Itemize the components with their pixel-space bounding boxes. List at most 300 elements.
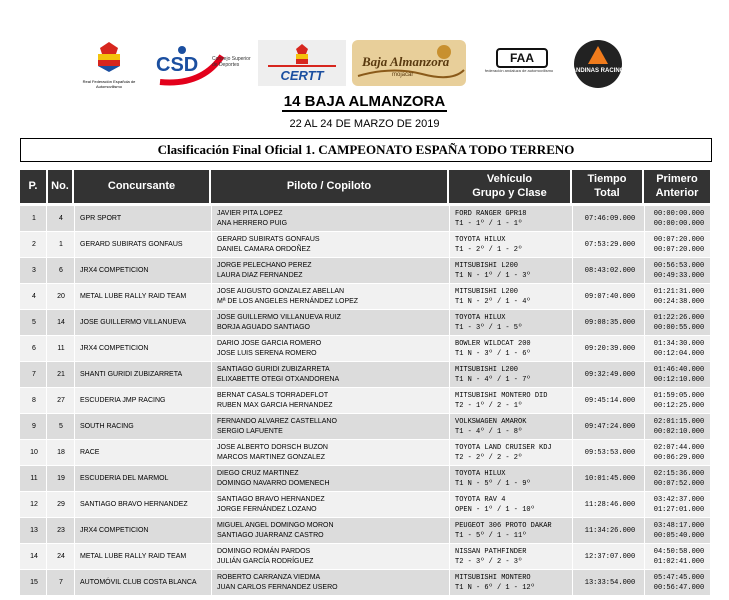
column-divider <box>449 284 450 309</box>
column-divider <box>46 570 47 595</box>
event-title: 14 BAJA ALMANZORA <box>283 93 446 110</box>
table-row <box>20 414 710 440</box>
column-divider <box>211 362 212 387</box>
table-row <box>20 284 710 310</box>
cell-first: 03:48:17.000 <box>653 521 705 530</box>
cell-entrant: JRX4 COMPETICION <box>80 345 149 352</box>
column-divider <box>46 336 47 361</box>
col-header-driver: Piloto / Copiloto <box>211 170 447 203</box>
cell-gap-first-prev <box>650 284 708 309</box>
cell-entrant: ESCUDERIA JMP RACING <box>80 397 166 404</box>
column-divider <box>74 258 75 283</box>
column-divider <box>46 414 47 439</box>
column-divider <box>46 440 47 465</box>
column-divider <box>46 466 47 491</box>
cell-gap-first-prev <box>650 232 708 257</box>
column-divider <box>572 362 573 387</box>
cell-vehicle-group <box>455 440 570 465</box>
cell-driver-codriver <box>217 492 447 517</box>
cell-vehicle-group <box>455 310 570 335</box>
cell-total-time: 13:33:54.000 <box>584 578 636 587</box>
cell-codriver: SANTIAGO JUARRANZ CASTRO <box>217 531 324 539</box>
cell-no: 1 <box>59 241 63 248</box>
cell-prev: 00:49:33.000 <box>653 271 705 280</box>
column-divider <box>572 466 573 491</box>
cell-driver-codriver <box>217 206 447 231</box>
column-divider <box>572 570 573 595</box>
cell-no: 4 <box>59 215 63 222</box>
column-divider <box>449 336 450 361</box>
cell-first: 02:01:15.000 <box>653 417 705 426</box>
cell-driver: JORGE PELECHANO PEREZ <box>217 261 312 269</box>
column-divider <box>74 440 75 465</box>
cell-vehicle-group <box>455 336 570 361</box>
column-divider <box>74 570 75 595</box>
cell-pos: 3 <box>32 267 36 274</box>
event-dates: 22 AL 24 DE MARZO DE 2019 <box>289 118 440 130</box>
cell-no: 7 <box>59 579 63 586</box>
cell-codriver: JUAN CARLOS FERNANDEZ USERO <box>217 583 338 591</box>
cell-codriver: ANA HERRERO PUIG <box>217 219 288 227</box>
cell-driver-codriver <box>217 310 447 335</box>
column-divider <box>572 388 573 413</box>
col-header-first-prev: Primero Anterior <box>644 170 710 203</box>
cell-group: T1 N - 2º / 1 - 4º <box>455 297 531 306</box>
cell-vehicle: VOLKSWAGEN AMAROK <box>455 417 527 426</box>
cell-gap-first-prev <box>650 570 708 595</box>
cell-vehicle-group <box>455 414 570 439</box>
cell-driver: SANTIAGO BRAVO HERNANDEZ <box>217 495 325 503</box>
cell-codriver: BORJA AGUADO SANTIAGO <box>217 323 310 331</box>
cell-total-time: 08:43:02.000 <box>584 266 636 275</box>
cell-vehicle-group <box>455 388 570 413</box>
column-divider <box>644 544 645 569</box>
cell-total-time: 09:53:53.000 <box>584 448 636 457</box>
cell-driver: MIGUEL ANGEL DOMINGO MORON <box>217 521 334 529</box>
cell-driver-codriver <box>217 544 447 569</box>
cell-total-time: 09:08:35.000 <box>584 318 636 327</box>
cell-prev: 00:06:29.000 <box>653 453 705 462</box>
column-divider <box>211 284 212 309</box>
cell-vehicle: BOWLER WILDCAT 200 <box>455 339 531 348</box>
cell-gap-first-prev <box>650 440 708 465</box>
cell-group: T1 - 3º / 1 - 5º <box>455 323 523 332</box>
cell-group: T1 N - 1º / 1 - 3º <box>455 271 531 280</box>
column-divider <box>644 284 645 309</box>
certt-emblem-icon <box>258 40 346 70</box>
cell-pos: 11 <box>30 475 38 482</box>
cell-total-time: 09:07:40.000 <box>584 292 636 301</box>
baja-almanzora-logo: Baja Almanzora mojacar <box>352 40 466 86</box>
cell-total-time: 11:34:26.000 <box>584 526 636 535</box>
column-divider <box>211 310 212 335</box>
table-row <box>20 440 710 466</box>
column-divider <box>449 388 450 413</box>
column-divider <box>74 492 75 517</box>
column-divider <box>572 492 573 517</box>
column-divider <box>46 492 47 517</box>
column-divider <box>449 310 450 335</box>
table-row <box>20 570 710 596</box>
col-header-entrant: Concursante <box>74 170 209 203</box>
cell-codriver: DOMINGO NAVARRO DOMENECH <box>217 479 330 487</box>
cell-vehicle: MITSUBISHI L200 <box>455 261 519 270</box>
column-divider <box>211 258 212 283</box>
cell-vehicle: TOYOTA HILUX <box>455 235 506 244</box>
column-divider <box>644 232 645 257</box>
cell-first: 00:56:53.000 <box>653 261 705 270</box>
column-divider <box>211 206 212 231</box>
cell-driver: JAVIER PITA LOPEZ <box>217 209 283 217</box>
column-divider <box>572 258 573 283</box>
cell-vehicle: TOYOTA LAND CRUISER KDJ <box>455 443 552 452</box>
cell-prev: 00:05:40.000 <box>653 531 705 540</box>
cell-entrant: GERARD SUBIRATS GONFAUS <box>80 241 183 248</box>
column-divider <box>211 570 212 595</box>
cell-prev: 00:07:20.000 <box>653 245 705 254</box>
cell-pos: 13 <box>30 527 38 534</box>
column-divider <box>211 492 212 517</box>
column-divider <box>644 440 645 465</box>
column-divider <box>74 388 75 413</box>
cell-driver: GERARD SUBIRATS GONFAUS <box>217 235 320 243</box>
cell-driver: BERNAT CASALS TORRADEFLOT <box>217 391 329 399</box>
cell-codriver: SERGIO LAFUENTE <box>217 427 283 435</box>
column-divider <box>449 206 450 231</box>
column-divider <box>449 362 450 387</box>
column-divider <box>211 440 212 465</box>
cell-gap-first-prev <box>650 336 708 361</box>
cell-vehicle: NISSAN PATHFINDER <box>455 547 527 556</box>
cell-gap-first-prev <box>650 310 708 335</box>
cell-first: 01:21:31.000 <box>653 287 705 296</box>
cell-vehicle: TOYOTA HILUX <box>455 313 506 322</box>
cell-driver: FERNANDO ALVAREZ CASTELLANO <box>217 417 337 425</box>
cell-vehicle: MITSUBISHI MONTERO DID <box>455 391 548 400</box>
logo-bar <box>0 38 729 90</box>
column-divider <box>572 544 573 569</box>
column-divider <box>74 414 75 439</box>
cell-driver-codriver <box>217 362 447 387</box>
table-row <box>20 206 710 232</box>
cell-group: T1 - 5º / 1 - 11º <box>455 531 527 540</box>
cell-pos: 8 <box>32 397 36 404</box>
column-divider <box>46 544 47 569</box>
column-divider <box>449 414 450 439</box>
col-header-no: No. <box>48 170 72 203</box>
cell-gap-first-prev <box>650 258 708 283</box>
cell-driver-codriver <box>217 414 447 439</box>
certt-logo: CERTT <box>258 40 346 86</box>
cell-driver-codriver <box>217 570 447 595</box>
cell-total-time: 12:37:07.000 <box>584 552 636 561</box>
column-divider <box>449 492 450 517</box>
column-divider <box>644 258 645 283</box>
cell-no: 29 <box>57 501 65 508</box>
table-row <box>20 388 710 414</box>
cell-no: 11 <box>57 345 65 352</box>
cell-codriver: ELIXABETTE OTEGI OTXANDORENA <box>217 375 340 383</box>
table-row <box>20 310 710 336</box>
cell-driver-codriver <box>217 466 447 491</box>
cell-driver: SANTIAGO GURIDI ZUBIZARRETA <box>217 365 330 373</box>
column-divider <box>644 336 645 361</box>
column-divider <box>644 362 645 387</box>
cell-first: 02:15:36.000 <box>653 469 705 478</box>
cell-entrant: JOSE GUILLERMO VILLANUEVA <box>80 319 187 326</box>
cell-gap-first-prev <box>650 388 708 413</box>
cell-no: 14 <box>57 319 65 326</box>
table-row <box>20 258 710 284</box>
column-divider <box>74 336 75 361</box>
cell-vehicle: MITSUBISHI L200 <box>455 287 519 296</box>
column-divider <box>449 258 450 283</box>
cell-driver: DOMINGO ROMÁN PARDOS <box>217 547 311 555</box>
cell-vehicle: TOYOTA RAV 4 <box>455 495 506 504</box>
column-divider <box>449 466 450 491</box>
table-row <box>20 232 710 258</box>
column-divider <box>46 518 47 543</box>
cell-codriver: DANIEL CAMARA ORDOÑEZ <box>217 245 311 253</box>
column-divider <box>211 466 212 491</box>
cell-prev: 00:00:55.000 <box>653 323 705 332</box>
table-row <box>20 492 710 518</box>
cell-no: 24 <box>57 553 65 560</box>
cell-entrant: METAL LUBE RALLY RAID TEAM <box>80 293 187 300</box>
cell-entrant: ESCUDERIA DEL MARMOL <box>80 475 169 482</box>
cell-entrant: AUTOMÓVIL CLUB COSTA BLANCA <box>80 579 197 586</box>
column-divider <box>449 440 450 465</box>
table-row <box>20 466 710 492</box>
cell-total-time: 09:47:24.000 <box>584 422 636 431</box>
column-divider <box>74 466 75 491</box>
cell-vehicle-group <box>455 258 570 283</box>
cell-prev: 01:02:41.000 <box>653 557 705 566</box>
column-divider <box>449 544 450 569</box>
cell-vehicle-group <box>455 206 570 231</box>
cell-no: 5 <box>59 423 63 430</box>
cell-pos: 1 <box>32 215 36 222</box>
column-divider <box>211 518 212 543</box>
column-divider <box>46 362 47 387</box>
column-divider <box>74 362 75 387</box>
column-divider <box>644 310 645 335</box>
cell-first: 01:34:30.000 <box>653 339 705 348</box>
cell-total-time: 09:32:49.000 <box>584 370 636 379</box>
table-row <box>20 362 710 388</box>
cell-codriver: JULIÁN GARCÍA RODRÍGUEZ <box>217 557 314 565</box>
column-divider <box>644 518 645 543</box>
cell-gap-first-prev <box>650 492 708 517</box>
cell-first: 03:42:37.000 <box>653 495 705 504</box>
cell-total-time: 11:28:46.000 <box>584 500 636 509</box>
cell-first: 05:47:45.000 <box>653 573 705 582</box>
cell-group: T1 - 1º / 1 - 1º <box>455 219 523 228</box>
cell-pos: 15 <box>30 579 38 586</box>
cell-pos: 9 <box>32 423 36 430</box>
column-divider <box>46 284 47 309</box>
column-divider <box>572 440 573 465</box>
cell-vehicle: MITSUBISHI L200 <box>455 365 519 374</box>
cell-group: T2 - 2º / 2 - 2º <box>455 453 523 462</box>
cell-prev: 00:12:25.000 <box>653 401 705 410</box>
cell-gap-first-prev <box>650 466 708 491</box>
cell-vehicle-group <box>455 570 570 595</box>
column-divider <box>211 544 212 569</box>
cell-gap-first-prev <box>650 414 708 439</box>
cell-prev: 00:12:10.000 <box>653 375 705 384</box>
cell-total-time: 07:46:09.000 <box>584 214 636 223</box>
cell-no: 21 <box>57 371 65 378</box>
cell-total-time: 07:53:29.000 <box>584 240 636 249</box>
cell-prev: 00:56:47.000 <box>653 583 705 592</box>
cell-driver-codriver <box>217 258 447 283</box>
column-divider <box>46 232 47 257</box>
cell-codriver: JOSE LUIS SERENA ROMERO <box>217 349 317 357</box>
cell-vehicle-group <box>455 232 570 257</box>
cell-no: 27 <box>57 397 65 404</box>
table-row <box>20 544 710 570</box>
classification-title: Clasificación Final Oficial 1. CAMPEONATO ESPAÑA TODO TERRENO <box>20 138 712 162</box>
column-divider <box>644 206 645 231</box>
cell-group: T1 - 4º / 1 - 8º <box>455 427 523 436</box>
column-divider <box>74 310 75 335</box>
cell-vehicle-group <box>455 518 570 543</box>
column-divider <box>46 258 47 283</box>
cell-entrant: JRX4 COMPETICION <box>80 527 149 534</box>
cell-gap-first-prev <box>650 518 708 543</box>
cell-entrant: SANTIAGO BRAVO HERNANDEZ <box>80 501 188 508</box>
cell-no: 18 <box>57 449 65 456</box>
cell-pos: 10 <box>30 449 38 456</box>
cell-codriver: Mª DE LOS ANGELES HERNÁNDEZ LOPEZ <box>217 297 359 305</box>
cell-driver-codriver <box>217 284 447 309</box>
cell-driver-codriver <box>217 440 447 465</box>
column-divider <box>644 492 645 517</box>
table-row <box>20 336 710 362</box>
column-divider <box>449 232 450 257</box>
column-divider <box>449 518 450 543</box>
cell-gap-first-prev <box>650 362 708 387</box>
cell-group: T2 - 3º / 2 - 3º <box>455 557 523 566</box>
column-divider <box>46 388 47 413</box>
cell-entrant: SOUTH RACING <box>80 423 134 430</box>
column-divider <box>572 414 573 439</box>
andinas-emblem-icon <box>568 38 628 90</box>
cell-driver: JOSE AUGUSTO GONZALEZ ABELLAN <box>217 287 345 295</box>
cell-total-time: 10:01:45.000 <box>584 474 636 483</box>
column-divider <box>644 414 645 439</box>
column-divider <box>211 336 212 361</box>
cell-entrant: RACE <box>80 449 100 456</box>
cell-driver-codriver <box>217 336 447 361</box>
cell-no: 19 <box>57 475 65 482</box>
andinas-racing-logo: ANDINAS RACING <box>568 38 628 90</box>
cell-driver-codriver <box>217 518 447 543</box>
column-divider <box>572 518 573 543</box>
cell-vehicle: MITSUBISHI MONTERO <box>455 573 531 582</box>
faa-logo: FAA federación andaluza de automovilismo <box>478 48 560 78</box>
cell-total-time: 09:45:14.000 <box>584 396 636 405</box>
cell-driver: JOSE ALBERTO DORSCH BUZON <box>217 443 328 451</box>
column-divider <box>74 232 75 257</box>
cell-first: 00:07:20.000 <box>653 235 705 244</box>
cell-vehicle: TOYOTA HILUX <box>455 469 506 478</box>
column-divider <box>644 570 645 595</box>
cell-gap-first-prev <box>650 544 708 569</box>
cell-entrant: JRX4 COMPETICION <box>80 267 149 274</box>
cell-pos: 2 <box>32 241 36 248</box>
cell-prev: 00:12:04.000 <box>653 349 705 358</box>
cell-pos: 14 <box>30 553 38 560</box>
cell-gap-first-prev <box>650 206 708 231</box>
column-divider <box>46 206 47 231</box>
column-divider <box>644 388 645 413</box>
cell-driver-codriver <box>217 388 447 413</box>
column-divider <box>572 336 573 361</box>
cell-entrant: METAL LUBE RALLY RAID TEAM <box>80 553 187 560</box>
cell-entrant: SHANTI GURIDI ZUBIZARRETA <box>80 371 183 378</box>
cell-first: 01:59:05.000 <box>653 391 705 400</box>
cell-no: 6 <box>59 267 63 274</box>
column-divider <box>572 206 573 231</box>
cell-codriver: MARCOS MARTINEZ GONZALEZ <box>217 453 325 461</box>
cell-prev: 00:24:38.000 <box>653 297 705 306</box>
cell-codriver: LAURA DIAZ FERNANDEZ <box>217 271 303 279</box>
col-header-time: Tiempo Total <box>572 170 642 203</box>
column-divider <box>449 570 450 595</box>
rfeda-logo: Real Federación Española de Automovilismo <box>78 40 140 88</box>
column-divider <box>74 284 75 309</box>
column-divider <box>74 206 75 231</box>
cell-pos: 5 <box>32 319 36 326</box>
table-row <box>20 518 710 544</box>
column-divider <box>572 310 573 335</box>
cell-pos: 6 <box>32 345 36 352</box>
cell-first: 01:22:26.000 <box>653 313 705 322</box>
cell-first: 02:07:44.000 <box>653 443 705 452</box>
cell-group: T1 N - 6º / 1 - 12º <box>455 583 535 592</box>
cell-group: T2 - 1º / 2 - 1º <box>455 401 523 410</box>
cell-vehicle-group <box>455 466 570 491</box>
column-divider <box>46 310 47 335</box>
column-divider <box>572 232 573 257</box>
cell-vehicle-group <box>455 492 570 517</box>
column-divider <box>74 518 75 543</box>
cell-prev: 00:02:10.000 <box>653 427 705 436</box>
cell-first: 01:46:40.000 <box>653 365 705 374</box>
cell-prev: 00:07:52.000 <box>653 479 705 488</box>
cell-codriver: RUBEN MAX GARCIA HERNANDEZ <box>217 401 333 409</box>
cell-vehicle-group <box>455 362 570 387</box>
cell-vehicle: PEUGEOT 306 PROTO DAKAR <box>455 521 552 530</box>
cell-codriver: JORGE FERNÁNDEZ LOZANO <box>217 505 317 513</box>
cell-group: T1 N - 3º / 1 - 6º <box>455 349 531 358</box>
column-divider <box>572 284 573 309</box>
col-header-pos: P. <box>20 170 46 203</box>
cell-group: T1 N - 5º / 1 - 9º <box>455 479 531 488</box>
cell-prev: 01:27:01.000 <box>653 505 705 514</box>
cell-vehicle-group <box>455 544 570 569</box>
cell-entrant: GPR SPORT <box>80 215 122 222</box>
cell-prev: 00:00:00.000 <box>653 219 705 228</box>
col-header-vehicle: Vehículo Grupo y Clase <box>449 170 570 203</box>
column-divider <box>211 232 212 257</box>
cell-pos: 12 <box>30 501 38 508</box>
cell-driver: DARIO JOSE GARCIA ROMERO <box>217 339 322 347</box>
rfeda-emblem-icon <box>78 40 140 74</box>
cell-no: 23 <box>57 527 65 534</box>
